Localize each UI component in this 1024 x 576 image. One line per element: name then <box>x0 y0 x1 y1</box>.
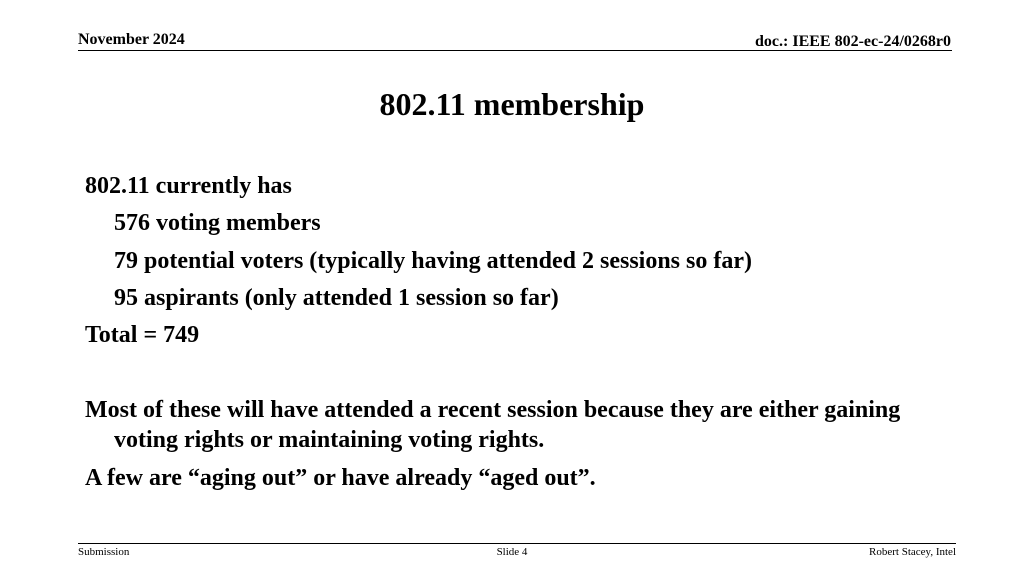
header-divider <box>78 50 952 51</box>
body-line-aspirants: 95 aspirants (only attended 1 session so far) <box>114 285 559 311</box>
body-line-intro: 802.11 currently has <box>85 173 292 199</box>
body-line-potential-voters: 79 potential voters (typically having attended 2 sessions so far) <box>114 248 752 274</box>
body-line-voting-members: 576 voting members <box>114 210 321 236</box>
footer-author: Robert Stacey, Intel <box>869 546 956 558</box>
header-doc-id: doc.: IEEE 802-ec-24/0268r0 <box>755 33 951 50</box>
footer-divider <box>78 543 956 544</box>
body-line-total: Total = 749 <box>85 322 200 348</box>
body-paragraph-aging-out: A few are “aging out” or have already “aged out”. <box>85 465 596 491</box>
body-paragraph-recent-session: Most of these will have attended a recent session because they are either gaining voting rights or maintaining voting rights. <box>85 397 901 453</box>
footer-slide-number: Slide 4 <box>496 546 528 558</box>
slide-title: 802.11 membership <box>379 86 645 122</box>
footer-submission: Submission <box>78 546 130 558</box>
header-date: November 2024 <box>78 31 185 48</box>
